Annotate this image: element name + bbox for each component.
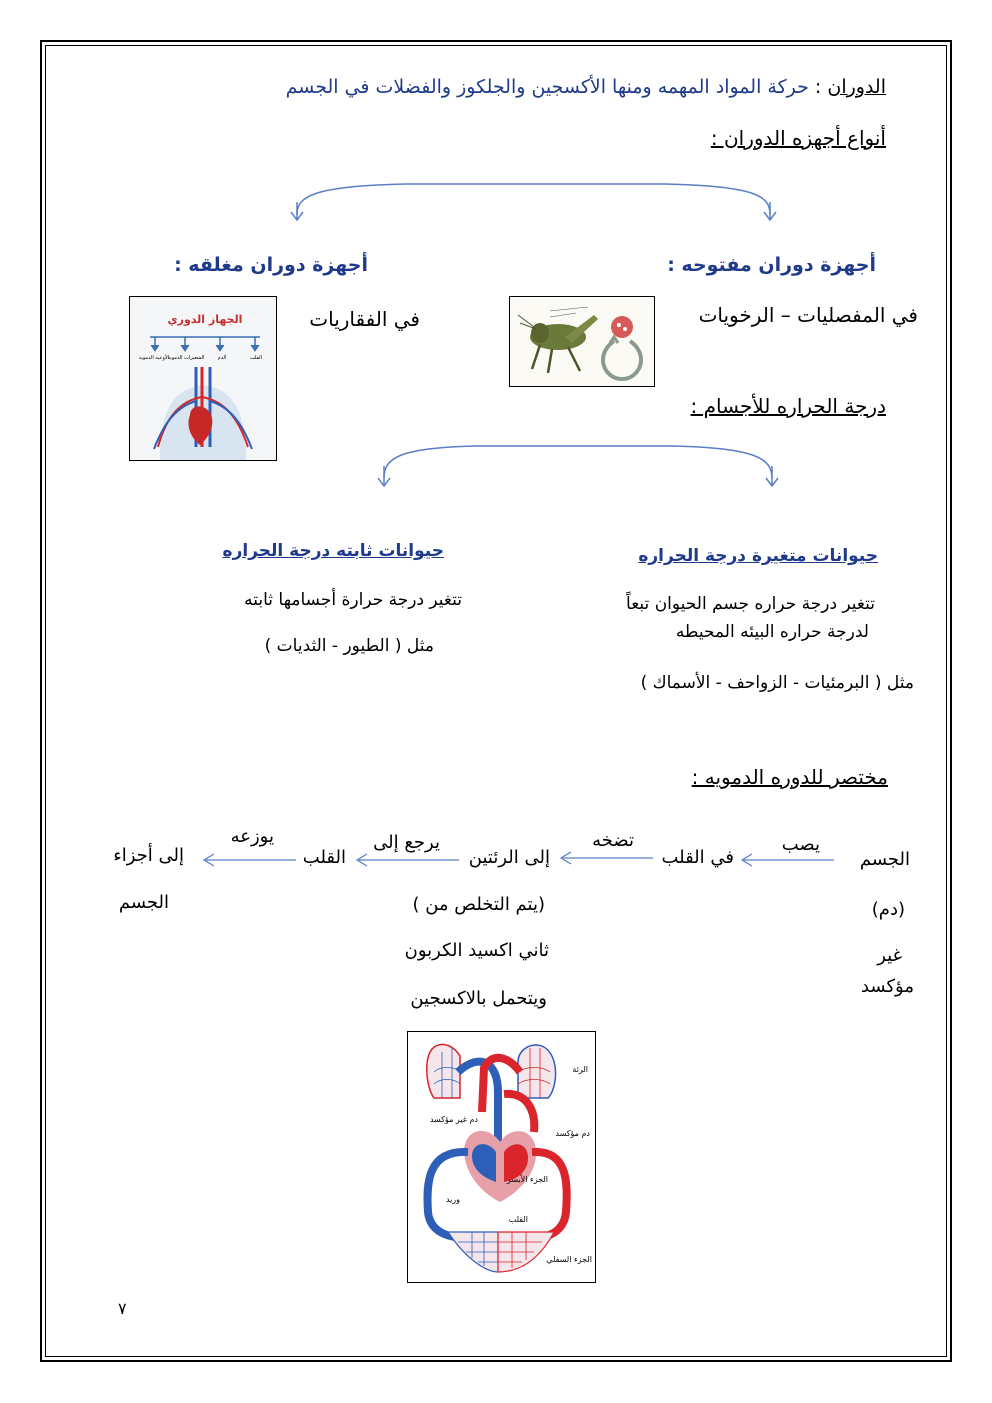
image-label-capillaries: الشعيرات الدموية bbox=[167, 355, 205, 361]
types-heading: أنواع أجهزه الدوران : bbox=[710, 126, 886, 150]
flow-arrow-4 bbox=[200, 852, 300, 868]
diagram-label-heart: القلب bbox=[508, 1215, 528, 1224]
grasshopper-image bbox=[509, 296, 655, 387]
definition-term: الدوران bbox=[827, 76, 886, 98]
flow-arrow-3 bbox=[353, 852, 463, 868]
diagram-label-oxy: دم مؤكسد bbox=[555, 1129, 590, 1138]
flow-verb-3: يرجع إلى bbox=[373, 832, 440, 853]
flow-note-3: ويتحمل بالاكسجين bbox=[410, 988, 547, 1009]
closed-system-heading: أجهزة دوران مغلقه : bbox=[174, 254, 368, 276]
flow-verb-1: يصب bbox=[781, 834, 820, 855]
closed-system-examples: في الفقاريات bbox=[309, 307, 420, 331]
flow-verb-4: يوزعه bbox=[230, 826, 274, 847]
constant-temp-line1: تتغير درجة حرارة أجسامها ثابته bbox=[244, 590, 462, 610]
flow-start-line1: الجسم bbox=[859, 849, 910, 870]
temperature-heading: درجة الحراره للأجسام : bbox=[690, 394, 886, 418]
variable-temp-example: مثل ( البرمئيات - الزواحف - الأسماك ) bbox=[640, 673, 914, 693]
flow-end-line1: إلى أجزاء bbox=[113, 845, 184, 866]
flow-note-2: ثاني اكسيد الكربون bbox=[404, 940, 549, 961]
flow-node-1: في القلب bbox=[661, 847, 734, 868]
diagram-label-deoxy: دم غير مؤكسد bbox=[429, 1115, 478, 1124]
flow-verb-2: تضخه bbox=[592, 830, 634, 851]
flow-node-2: إلى الرئتين bbox=[468, 847, 550, 868]
image-label-vessels: الأوعية الدموية bbox=[138, 355, 170, 361]
flow-node-3: القلب bbox=[302, 847, 346, 868]
constant-temp-example: مثل ( الطيور - الثديات ) bbox=[264, 636, 434, 656]
summary-heading: مختصر للدوره الدمويه : bbox=[691, 765, 888, 789]
variable-temp-line1: تتغير درجة حراره جسم الحيوان تبعاً bbox=[626, 594, 875, 614]
page-number: ٧ bbox=[118, 1299, 127, 1318]
image-label-blood: الدم bbox=[217, 355, 227, 361]
flow-arrow-2 bbox=[557, 850, 657, 866]
definition-colon: : bbox=[814, 76, 822, 98]
diagram-label-left-part: الجزء الأيسر bbox=[506, 1175, 548, 1184]
diagram-label-lower: الجزء السفلي bbox=[546, 1255, 592, 1264]
split-arrow-temperature bbox=[374, 436, 784, 494]
flow-start-line4: مؤكسد bbox=[860, 976, 914, 997]
human-circulatory-image bbox=[129, 296, 277, 461]
open-system-heading: أجهزة دوران مفتوحه : bbox=[667, 254, 876, 276]
definition-line bbox=[286, 76, 886, 99]
flow-note-1: (يتم التخلص من ) bbox=[412, 894, 545, 915]
image-title: الجهاز الدوري bbox=[167, 313, 243, 326]
image-label-heart: القلب bbox=[249, 355, 263, 361]
flow-end-line2: الجسم bbox=[118, 892, 169, 913]
variable-temp-line2: لدرجة حراره البيئه المحيطه bbox=[675, 622, 869, 642]
definition-text: حركة المواد المهمه ومنها الأكسجين والجلكوز والفضلات في الجسم bbox=[285, 76, 809, 98]
diagram-label-lung: الرئة bbox=[572, 1065, 588, 1074]
split-arrow-types bbox=[285, 178, 785, 228]
open-system-examples: في المفصليات – الرخويات bbox=[698, 303, 918, 327]
flow-arrow-1 bbox=[738, 852, 838, 868]
diagram-label-vein: وريد bbox=[445, 1195, 460, 1204]
double-circulation-diagram bbox=[407, 1031, 596, 1283]
flow-start-line2: (دم) bbox=[871, 899, 905, 920]
variable-temp-heading: حيوانات متغيرة درجة الحراره bbox=[638, 546, 878, 566]
constant-temp-heading: حيوانات ثابته درجة الحراره bbox=[222, 541, 444, 561]
flow-start-line3: غير bbox=[877, 945, 902, 966]
